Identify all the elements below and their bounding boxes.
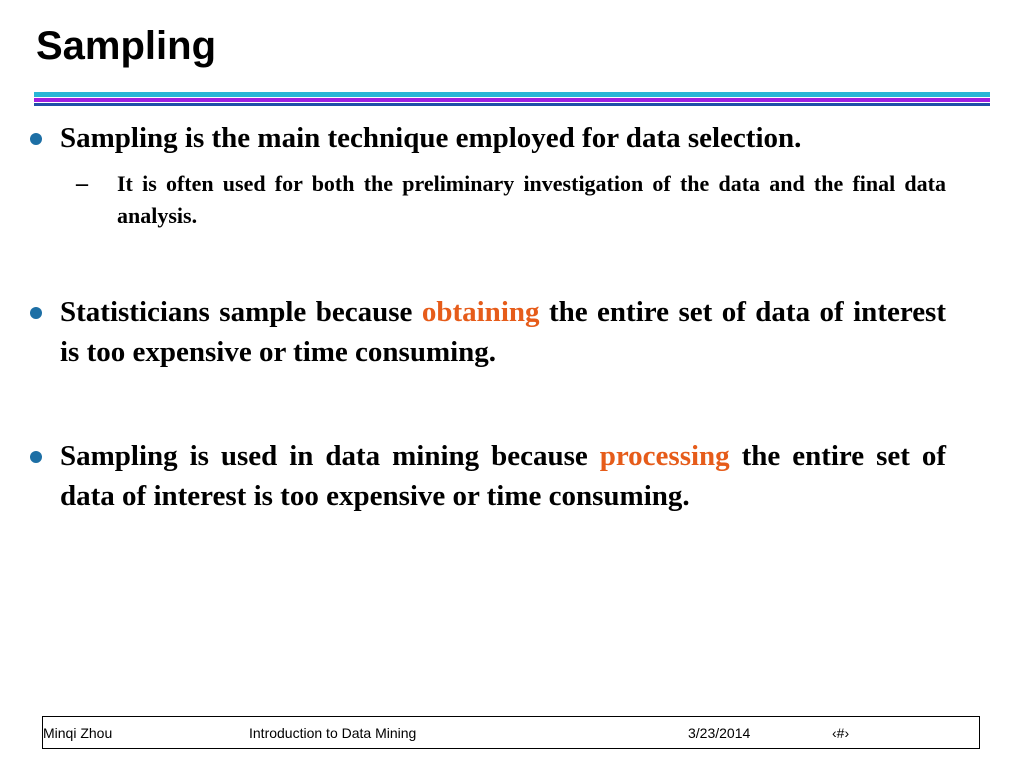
bullet-text-end: the entire set of data of interest is too expensive or time consuming.	[60, 440, 947, 512]
highlighted-word: processing	[599, 440, 730, 472]
footer-page-number: ‹#›	[832, 725, 850, 741]
footer-date: 3/23/2014	[688, 725, 751, 741]
bullet-text: Sampling is the main technique employed for data selection.	[60, 122, 802, 154]
bullet-dot-icon	[30, 133, 42, 145]
bullet-dot-icon	[30, 451, 42, 463]
highlighted-word: obtaining	[421, 296, 540, 328]
slide-title: Sampling	[36, 24, 217, 68]
title-divider	[34, 92, 990, 109]
sub-bullet-text: It is often used for both the preliminary investigation of the data and the final data analysis.	[117, 171, 946, 228]
bullet-text	[60, 436, 946, 516]
divider-line-blue	[34, 103, 990, 106]
divider-line-purple	[34, 98, 990, 102]
bullet-text-start: Sampling is used in data mining because	[60, 440, 600, 472]
footer-author: Minqi Zhou	[43, 725, 113, 741]
bullet-dot-icon	[30, 307, 42, 319]
divider-line-cyan	[34, 92, 990, 97]
bullet-text	[60, 292, 946, 372]
bullet-text-start: Statisticians sample because	[60, 296, 422, 328]
footer-course: Introduction to Data Mining	[249, 725, 417, 741]
dash-icon: –	[76, 171, 88, 197]
slide-footer	[42, 716, 980, 749]
bullet-text-end: the entire set of data of interest is too expensive or time consuming.	[60, 296, 947, 368]
